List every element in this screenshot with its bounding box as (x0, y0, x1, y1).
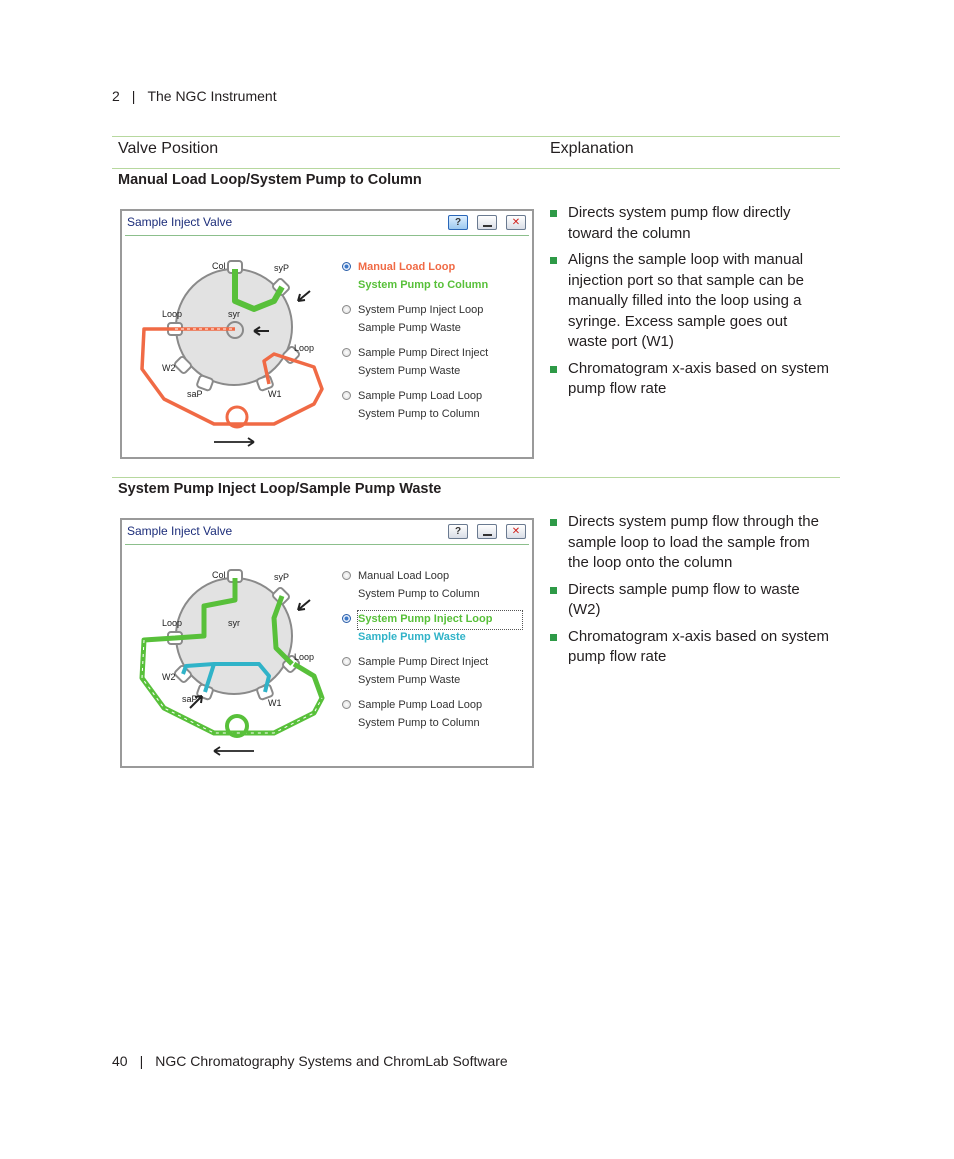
option-line-2: System Pump Waste (358, 364, 461, 377)
radio-icon[interactable] (342, 348, 351, 357)
option-sample-pump-load-loop[interactable] (342, 697, 522, 732)
arrow-syp-icon (298, 291, 310, 301)
window-title: Sample Inject Valve (127, 215, 233, 229)
option-system-pump-inject-loop[interactable] (342, 611, 522, 646)
option-line-1: System Pump Inject Loop (358, 304, 484, 316)
option-manual-load-loop[interactable] (342, 568, 522, 603)
label-loop-right: Loop (294, 652, 315, 662)
label-syp: syP (274, 263, 290, 273)
close-button[interactable]: ✕ (506, 215, 526, 230)
label-w2: W2 (162, 363, 176, 373)
footer-page-number: 40 (112, 1053, 128, 1069)
label-syr: syr (228, 618, 240, 628)
bullet-text: Aligns the sample loop with manual injection port so that sample can be manually filled into the loop using a syringe. Excess sample goes out waste port (W1) (568, 251, 804, 350)
option-line-1: Sample Pump Direct Inject (358, 347, 489, 359)
label-col: Col (212, 261, 226, 271)
arrow-flow-direction-icon (214, 438, 254, 446)
list-item (550, 250, 830, 353)
option-line-2: Sample Pump Waste (358, 630, 466, 643)
valve-options-radio-group (342, 568, 522, 740)
option-line-1: Sample Pump Load Loop (358, 699, 483, 711)
label-syp: syP (274, 572, 290, 582)
running-header (112, 88, 277, 104)
bullet-square-icon (550, 634, 557, 641)
bullet-square-icon (550, 210, 557, 217)
option-sample-pump-direct-inject[interactable] (342, 345, 522, 380)
label-loop-right: Loop (294, 343, 315, 353)
minimize-icon (483, 534, 492, 536)
section-divider-rule (112, 477, 840, 478)
option-sample-pump-load-loop[interactable] (342, 388, 522, 423)
arrow-flow-direction-icon (214, 747, 254, 755)
sample-inject-valve-window (120, 518, 534, 768)
option-system-pump-inject-loop[interactable] (342, 302, 522, 337)
option-line-2: Sample Pump Waste (358, 321, 461, 334)
label-loop-left: Loop (162, 309, 183, 319)
label-sap: saP (182, 694, 198, 704)
label-w2: W2 (162, 672, 176, 682)
arrow-syp-icon (298, 600, 310, 610)
option-sample-pump-direct-inject[interactable] (342, 654, 522, 689)
valve-diagram-system-pump-inject (124, 548, 334, 766)
option-line-1: Sample Pump Direct Inject (358, 656, 489, 668)
list-item (550, 627, 830, 668)
bullet-square-icon (550, 366, 557, 373)
bullet-text: Directs system pump flow directly toward the column (568, 204, 791, 242)
explanation-list-manual-load (550, 203, 830, 406)
explanation-list-system-pump-inject (550, 512, 830, 674)
bullet-text: Chromatogram x-axis based on system pump flow rate (568, 359, 829, 397)
sample-inject-valve-window (120, 209, 534, 459)
bullet-square-icon (550, 587, 557, 594)
option-line-2: System Pump to Column (358, 278, 489, 291)
option-line-1: Manual Load Loop (358, 570, 450, 582)
label-w1: W1 (268, 698, 282, 708)
radio-selected-icon[interactable] (342, 614, 351, 623)
radio-icon[interactable] (342, 700, 351, 709)
option-line-1: System Pump Inject Loop (358, 611, 522, 629)
header-page-number: 2 (112, 88, 120, 104)
radio-icon[interactable] (342, 305, 351, 314)
help-button[interactable]: ? (448, 215, 468, 230)
option-manual-load-loop[interactable] (342, 259, 522, 294)
option-line-2: System Pump Waste (358, 673, 461, 686)
option-line-2: System Pump to Column (358, 587, 480, 600)
bullet-text: Chromatogram x-axis based on system pump flow rate (568, 627, 829, 665)
bullet-text: Directs sample pump flow to waste (W2) (568, 580, 800, 618)
footer-title: NGC Chromatography Systems and ChromLab Software (155, 1053, 508, 1069)
title-divider (125, 544, 529, 545)
header-separator: | (131, 88, 136, 104)
label-loop-left: Loop (162, 618, 183, 628)
radio-icon[interactable] (342, 391, 351, 400)
list-item (550, 580, 830, 621)
option-line-1: Sample Pump Load Loop (358, 390, 483, 402)
valve-options-radio-group (342, 259, 522, 431)
bullet-square-icon (550, 519, 557, 526)
option-line-2: System Pump to Column (358, 716, 480, 729)
section-title-system-pump-inject: System Pump Inject Loop/Sample Pump Waste (118, 481, 442, 497)
list-item (550, 203, 830, 244)
radio-icon[interactable] (342, 657, 351, 666)
minimize-icon (483, 225, 492, 227)
list-item (550, 512, 830, 574)
label-syr: syr (228, 309, 240, 319)
close-button[interactable]: ✕ (506, 524, 526, 539)
list-item (550, 359, 830, 400)
label-col: Col (212, 570, 226, 580)
col-header-explanation: Explanation (550, 140, 634, 157)
radio-selected-icon[interactable] (342, 262, 351, 271)
minimize-button[interactable] (477, 524, 497, 539)
bullet-text: Directs system pump flow through the sample loop to load the sample from the loop onto the column (568, 513, 819, 571)
header-title: The NGC Instrument (147, 88, 277, 104)
label-sap: saP (187, 389, 203, 399)
bullet-square-icon (550, 257, 557, 264)
col-header-valve-position: Valve Position (118, 140, 219, 157)
running-footer (112, 1053, 508, 1069)
valve-diagram-manual-load (124, 239, 334, 457)
table-top-rule (112, 136, 840, 137)
section-title-manual-load: Manual Load Loop/System Pump to Column (118, 172, 422, 188)
footer-separator: | (139, 1053, 144, 1069)
radio-icon[interactable] (342, 571, 351, 580)
option-line-2: System Pump to Column (358, 407, 480, 420)
window-title: Sample Inject Valve (127, 524, 233, 538)
option-line-1: Manual Load Loop (358, 261, 456, 273)
minimize-button[interactable] (477, 215, 497, 230)
title-divider (125, 235, 529, 236)
label-w1: W1 (268, 389, 282, 399)
help-button[interactable]: ? (448, 524, 468, 539)
table-header-rule (112, 168, 840, 169)
